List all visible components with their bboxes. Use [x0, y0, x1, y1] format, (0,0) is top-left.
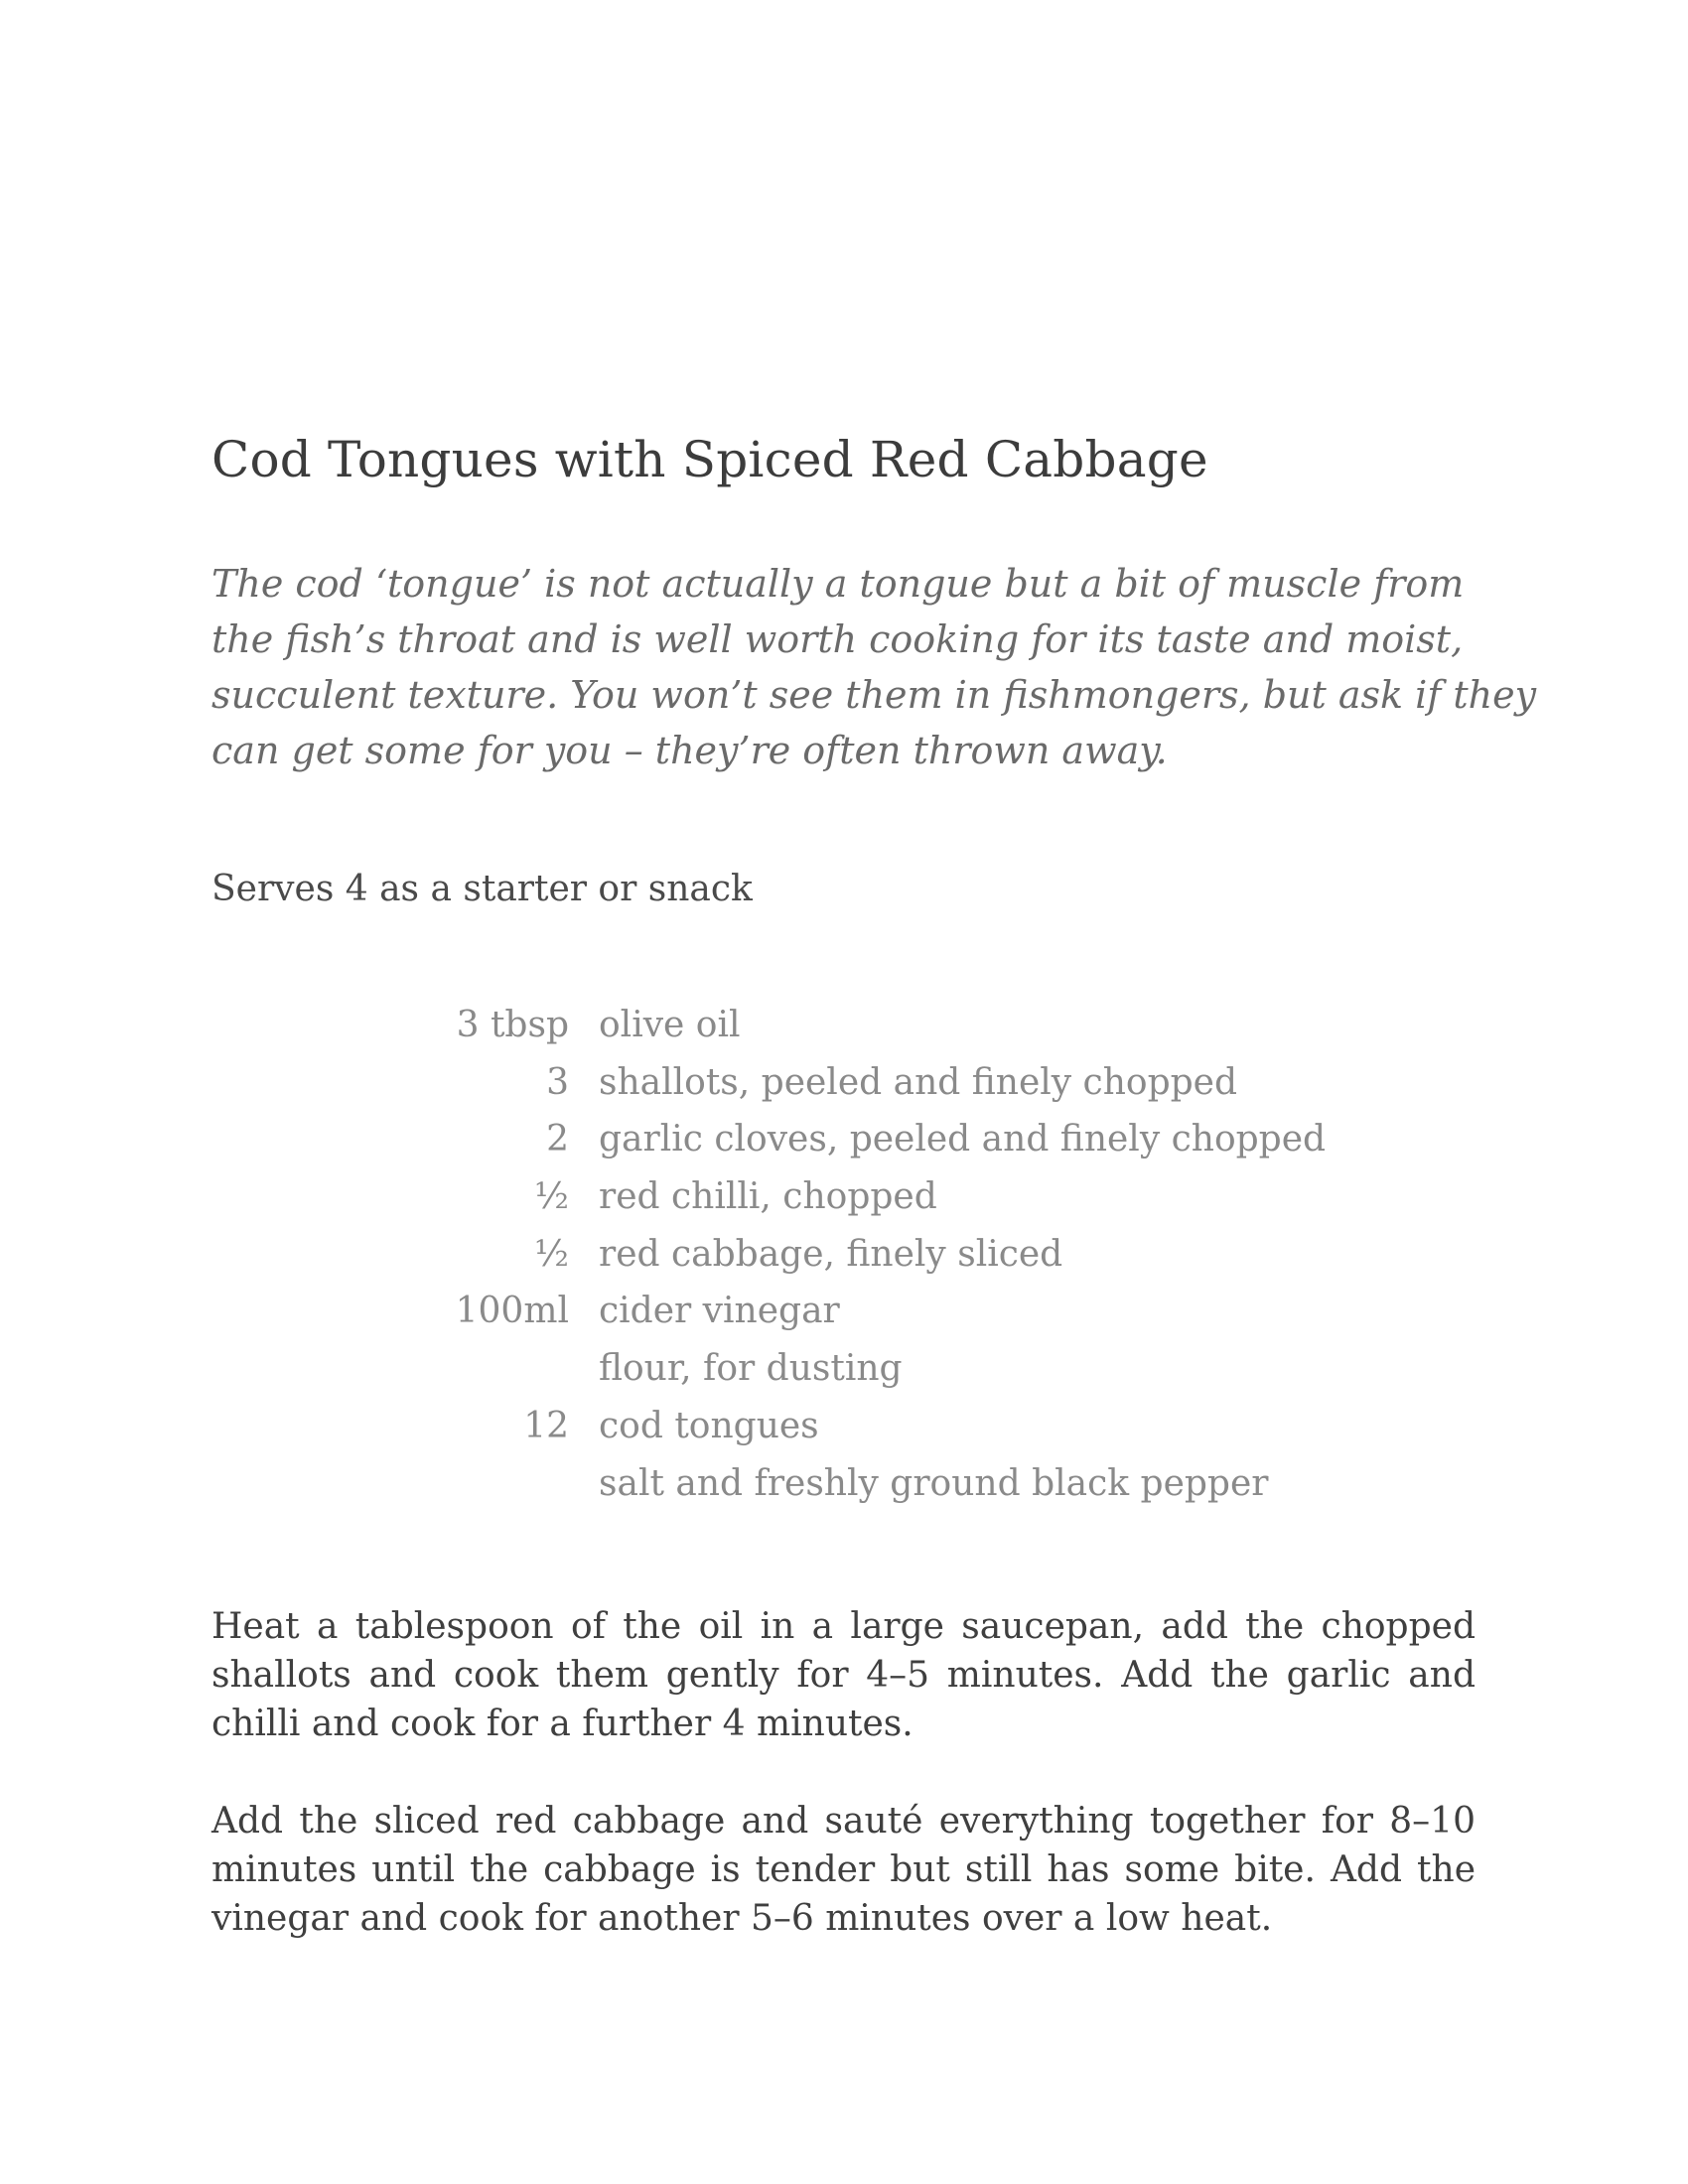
- intro-line: The cod ‘tongue’ is not actually a tongue but a bit of muscle from: [211, 562, 1465, 606]
- ingredient-quantity: ½: [534, 1176, 569, 1218]
- ingredient-quantity: 3: [546, 1061, 569, 1103]
- ingredient-name: shallots, peeled and finely chopped: [599, 1061, 1238, 1103]
- ingredient-quantity: 100ml: [455, 1291, 569, 1332]
- ingredient-row: [377, 1005, 1370, 1062]
- ingredient-quantity: 3 tbsp: [456, 1005, 569, 1045]
- ingredient-name: cod tongues: [599, 1405, 819, 1446]
- ingredient-row: [377, 1062, 1370, 1120]
- ingredient-row: [377, 1291, 1370, 1348]
- ingredient-row: [377, 1406, 1370, 1463]
- ingredient-row: [377, 1234, 1370, 1292]
- ingredient-name: garlic cloves, peeled and finely chopped: [599, 1119, 1327, 1160]
- serves-note: Serves 4 as a starter or snack: [211, 869, 753, 909]
- ingredient-quantity: 2: [546, 1119, 569, 1160]
- ingredient-row: [377, 1176, 1370, 1234]
- ingredient-row: [377, 1119, 1370, 1176]
- intro-line: can get some for you – they’re often thrown away.: [211, 729, 1168, 772]
- ingredient-row: [377, 1463, 1370, 1521]
- intro-line: succulent texture. You won’t see them in fishmongers, but ask if they: [211, 673, 1537, 717]
- ingredient-name: salt and freshly ground black pepper: [599, 1462, 1269, 1504]
- ingredient-quantity: ½: [534, 1233, 569, 1275]
- recipe-intro: [211, 556, 1537, 778]
- ingredient-name: cider vinegar: [599, 1291, 840, 1332]
- ingredient-row: [377, 1348, 1370, 1406]
- ingredient-name: red cabbage, finely sliced: [599, 1233, 1063, 1275]
- recipe-title: Cod Tongues with Spiced Red Cabbage: [211, 431, 1208, 488]
- ingredient-list: [377, 1005, 1370, 1520]
- intro-line: the fish’s throat and is well worth cooking for its taste and moist,: [211, 617, 1464, 661]
- ingredient-quantity: 12: [523, 1405, 569, 1446]
- method-step-1: Heat a tablespoon of the oil in a large saucepan, add the chopped shallots and cook them gently for 4–5 minutes. Add the garlic and chilli and cook for a further 4 minutes.: [211, 1606, 1476, 1744]
- ingredient-name: olive oil: [599, 1005, 741, 1045]
- ingredient-name: red chilli, chopped: [599, 1176, 937, 1218]
- ingredient-name: flour, for dusting: [599, 1348, 903, 1390]
- method-step-2: Add the sliced red cabbage and sauté everything together for 8–10 minutes until the cabbage is tender but still has some bite. Add the vinegar and cook for another 5–6 minutes over a low heat.: [211, 1801, 1476, 1939]
